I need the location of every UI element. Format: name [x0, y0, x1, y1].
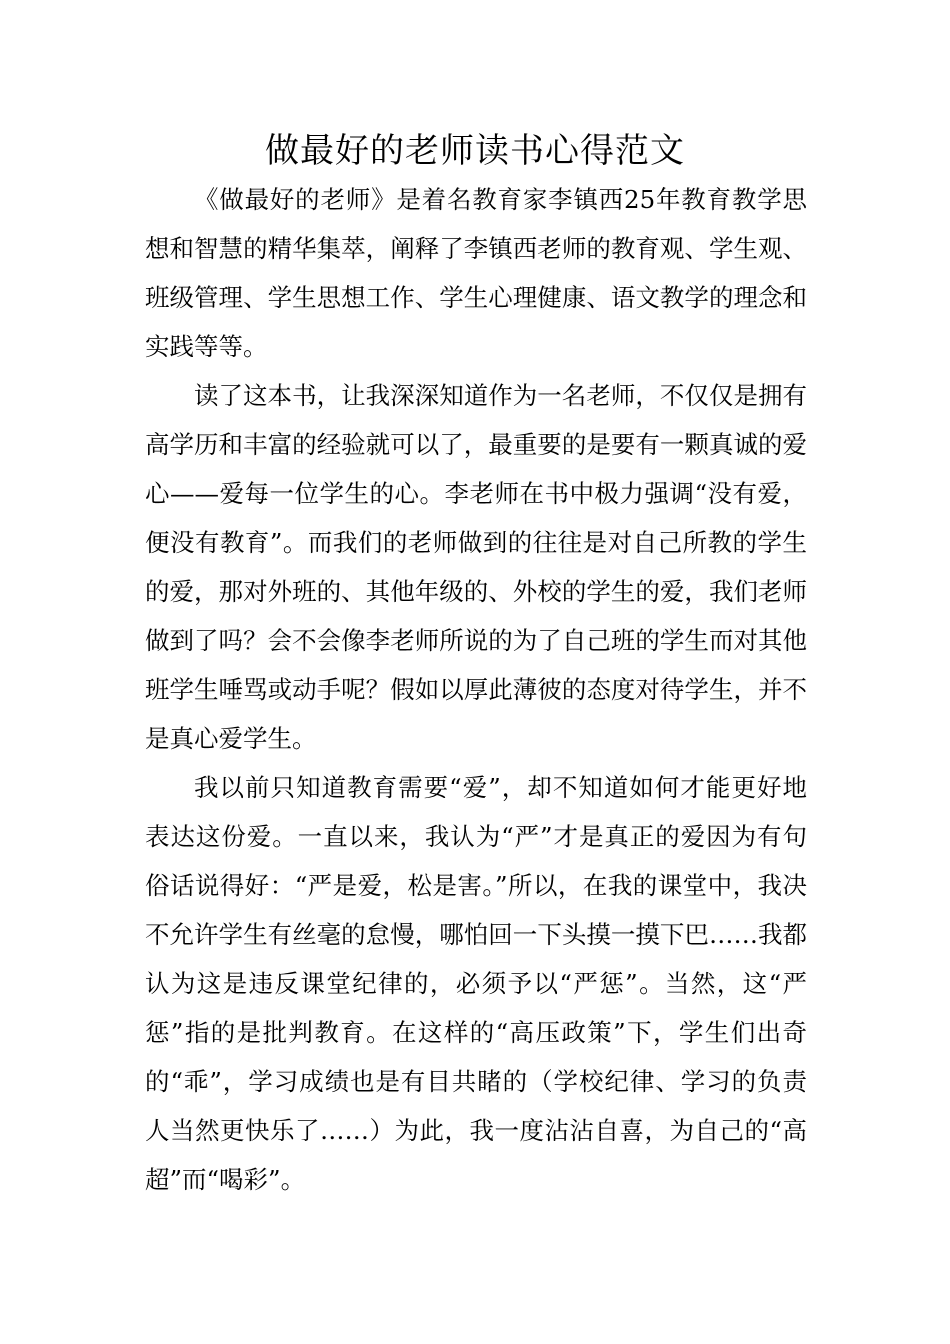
paragraph-3: 我以前只知道教育需要“爱”，却不知道如何才能更好地表达这份爱。一直以来，我认为“严”才是真正的爱因为有句俗话说得好：“严是爱，松是害。”所以，在我的课堂中，我决不允许学生有丝毫的怠慢，哪怕回一下头摸一摸下巴……我都认为这是违反课堂纪律的，必须予以“严惩”。当然，这“严惩”指的是批判教育。在这样的“高压政策”下，学生们出奇的“乖”，学习成绩也是有目共睹的（学校纪律、学习的负责人当然更快乐了……）为此，我一度沾沾自喜，为自己的“高超”而“喝彩”。 — [145, 773, 807, 1194]
paragraph-1: 《做最好的老师》是着名教育家李镇西25年教育教学思想和智慧的精华集萃，阐释了李镇西老师的教育观、学生观、班级管理、学生思想工作、学生心理健康、语文教学的理念和实践等等。 — [145, 185, 807, 361]
document-body — [145, 175, 807, 1204]
paragraph-2: 读了这本书，让我深深知道作为一名老师，不仅仅是拥有高学历和丰富的经验就可以了，最重要的是要有一颗真诚的爱心——爱每一位学生的心。李老师在书中极力强调“没有爱，便没有教育”。而我们的老师做到的往往是对自己所教的学生的爱，那对外班的、其他年级的、外校的学生的爱，我们老师做到了吗？会不会像李老师所说的为了自己班的学生而对其他班学生唾骂或动手呢？假如以厚此薄彼的态度对待学生，并不是真心爱学生。 — [145, 381, 807, 753]
document-title: 做最好的老师读书心得范文 — [265, 131, 685, 171]
